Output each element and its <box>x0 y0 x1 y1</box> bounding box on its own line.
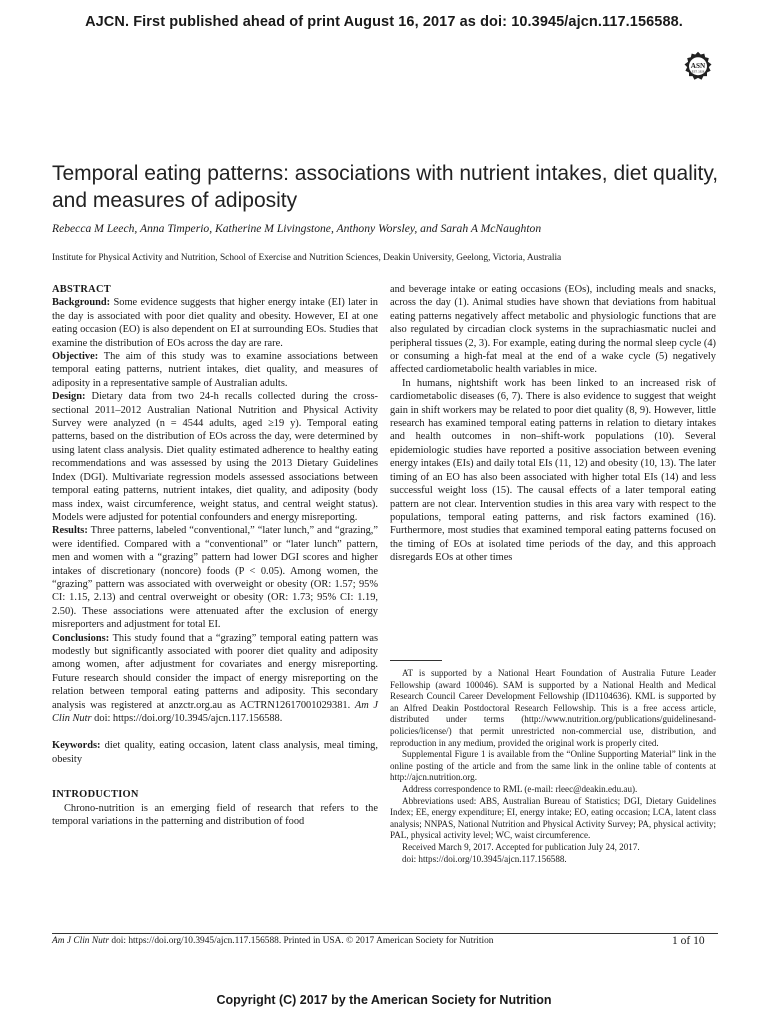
footer-divider <box>52 933 718 934</box>
abstract-design <box>52 390 378 524</box>
page-number: 1 of 10 <box>672 935 705 947</box>
asn-logo-icon <box>680 50 716 86</box>
keywords-text: diet quality, eating occasion, latent class analysis, meal timing, obesity <box>52 740 378 765</box>
right-column <box>390 283 716 565</box>
results-text: Three patterns, labeled “conventional,” “later lunch,” and “grazing,” were identified. Compared with a “conventional” or “later lunch” pattern, men and women with a “grazing” pattern had lower DGI scores and higher intakes of discretionary (noncore) foods (P < 0.05). Among women, the “grazing” pattern was associated with overweight or obesity (OR: 1.57; 95% CI: 1.15, 2.13) and central overweight or obesity (OR: 1.73; 95% CI: 1.19, 2.50). These associations were attenuated after the exclusion of energy misreporters and adjustment for total EI. <box>52 525 378 631</box>
design-label: Design: <box>52 391 86 403</box>
footnotes <box>390 668 716 865</box>
results-label: Results: <box>52 525 88 537</box>
author-list: Rebecca M Leech, Anna Timperio, Katherine M Livingstone, Anthony Worsley, and Sarah A McNaughton <box>52 222 542 235</box>
article-title: Temporal eating patterns: associations with nutrient intakes, diet quality, and measures of adiposity <box>52 162 719 212</box>
abstract-citation: Am J Clin Nutr <box>52 699 378 724</box>
footer-citation <box>52 936 493 946</box>
footnote-doi: doi: https://doi.org/10.3945/ajcn.117.156588. <box>402 853 567 864</box>
footnote-correspondence: Address correspondence to RML (e-mail: rleec@deakin.edu.au). <box>402 783 638 794</box>
footnote-supplemental: Supplemental Figure 1 is available from the “Online Supporting Material” link in the online posting of the article and from the same link in the online table of contents at http://ajcn.nutrition.org. <box>390 749 716 783</box>
abstract-results <box>52 524 378 631</box>
footnote-abbreviations: Abbreviations used: ABS, Australian Bureau of Statistics; DGI, Dietary Guidelines Index; EE, energy expenditure; EI, energy intake; EO, eating occasion; LCA, latent class analysis; NNPAS, National Nutrition and Physical Activity Survey; PA, physical activity; PAL, physical activity level; WC, waist circumference. <box>390 795 716 841</box>
abstract-objective <box>52 350 378 390</box>
footer-text: doi: https://doi.org/10.3945/ajcn.117.156588. Printed in USA. © 2017 American Society for Nutrition <box>109 936 494 946</box>
background-text: Some evidence suggests that higher energy intake (EI) later in the day is associated with poor diet quality and obesity. However, EI at one eating occasion (EO) is also dependent on EI at surrounding EOs. Studies that examine the distribution of EOs across the day are rare. <box>52 297 378 349</box>
conclusions-text: This study found that a “grazing” temporal eating pattern was modestly but significantly associated with poorer diet quality and adiposity among women, after adjustment for covariates and energy misreporting. Future research should consider the impact of energy misreporting on the relation between temporal eating patterns and adiposity. This secondary analysis was registered at anzctr.org.au as ACTRN12617001029381. <box>52 632 378 711</box>
abstract-heading: ABSTRACT <box>52 284 111 295</box>
affiliation: Institute for Physical Activity and Nutrition, School of Exercise and Nutrition Sciences, Deakin University, Geelong, Victoria, Australia <box>52 253 562 263</box>
footnote-received: Received March 9, 2017. Accepted for publication July 24, 2017. <box>402 841 640 852</box>
objective-label: Objective: <box>52 351 99 363</box>
footer-journal: Am J Clin Nutr <box>52 936 110 946</box>
keywords-label: Keywords: <box>52 740 101 752</box>
abstract-doi: doi: https://doi.org/10.3945/ajcn.117.156588. <box>94 713 283 724</box>
intro-paragraph-1-continued: and beverage intake or eating occasions (EOs), including meals and snacks, across the day (1). Animal studies have shown that deviations from habitual eating patterns negatively affect metabolic and physiologic functions that are also regulated by circadian clock systems in the suprachiasmatic nuclei and peripheral tissues (2, 3). For example, eating during the normal sleep cycle (4) or consuming a high-fat meal at the end of a wake cycle (5) negatively affected cardiometabolic health variables in mice. <box>390 284 716 376</box>
footnote-funding: AT is supported by a National Heart Foundation of Australia Future Leader Fellowship (award 100046). SAM is supported by a National Health and Medical Research Council Career Development Fellowship (ID1104636). KML is supported by an Alfred Deakin Postdoctoral Research Fellowship. This is a free access article, distributed under terms (http://www.nutrition.org/publications/guidelinesand-policies/license/) that permit unrestricted non-commercial use, distribution, and reproduction in any medium, provided the original work is properly cited. <box>390 668 716 748</box>
preprint-banner: AJCN. First published ahead of print August 16, 2017 as doi: 10.3945/ajcn.117.156588. <box>85 14 683 30</box>
design-text: Dietary data from two 24-h recalls collected during the cross-sectional 2011–2012 Australian National Nutrition and Physical Activity Survey were analyzed (n = 4544 adults, aged ≥19 y). Temporal eating patterns, based on the distribution of EOs across the day, were determined by using latent class analysis. Diet quality estimated adherence to healthy eating recommendations and was assessed by using the 2013 Dietary Guidelines Index (DGI). Multivariate regression models assessed associations between temporal eating patterns, nutrient intakes, diet quality, and adiposity (body mass index, waist circumference, weight status, and central weight status). Models were adjusted for potential confounders and energy misreporting. <box>52 391 378 523</box>
logo-subtext: EST. 1928 <box>691 70 705 74</box>
keywords <box>52 739 378 766</box>
abstract-conclusions <box>52 632 378 726</box>
abstract-background <box>52 296 378 350</box>
logo-text: ASN <box>690 62 706 70</box>
conclusions-label: Conclusions: <box>52 632 110 644</box>
introduction-heading: INTRODUCTION <box>52 789 139 801</box>
objective-text: The aim of this study was to examine associations between temporal eating patterns, nutrient intakes, diet quality, and measures of adiposity in a representative sample of Australian adults. <box>52 351 378 389</box>
intro-paragraph-1-start: Chrono-nutrition is an emerging field of research that refers to the temporal variations in the patterning and distribution of food <box>52 802 378 828</box>
intro-paragraph-2: In humans, nightshift work has been linked to an increased risk of cardiometabolic diseases (6, 7). There is also evidence to suggest that weight gain in shift workers may be related to poor diet quality (8, 9). However, little research has examined temporal eating patterns in relation to dietary intakes and health outcomes in non–shift-work populations (10). Several epidemiologic studies have reported a positive association between evening energy intakes (EIs) and daily total EIs (11, 12) and obesity (10, 13). The later timing of an EO has also been associated with higher total EIs (14) and less successful weight loss (15). The causal effects of a later temporal eating pattern are not clear. Intervention studies in this area vary with respect to the populations, temporal eating patterns, and risk factors examined (16). Furthermore, most studies that examined temporal eating patterns focused on the timing of EOs at isolated time periods of the day, and this approach disregards EOs at other times <box>390 377 716 564</box>
background-label: Background: <box>52 297 111 309</box>
footnote-divider <box>390 660 442 661</box>
left-column <box>52 283 378 828</box>
copyright-notice: Copyright (C) 2017 by the American Society for Nutrition <box>216 993 552 1007</box>
